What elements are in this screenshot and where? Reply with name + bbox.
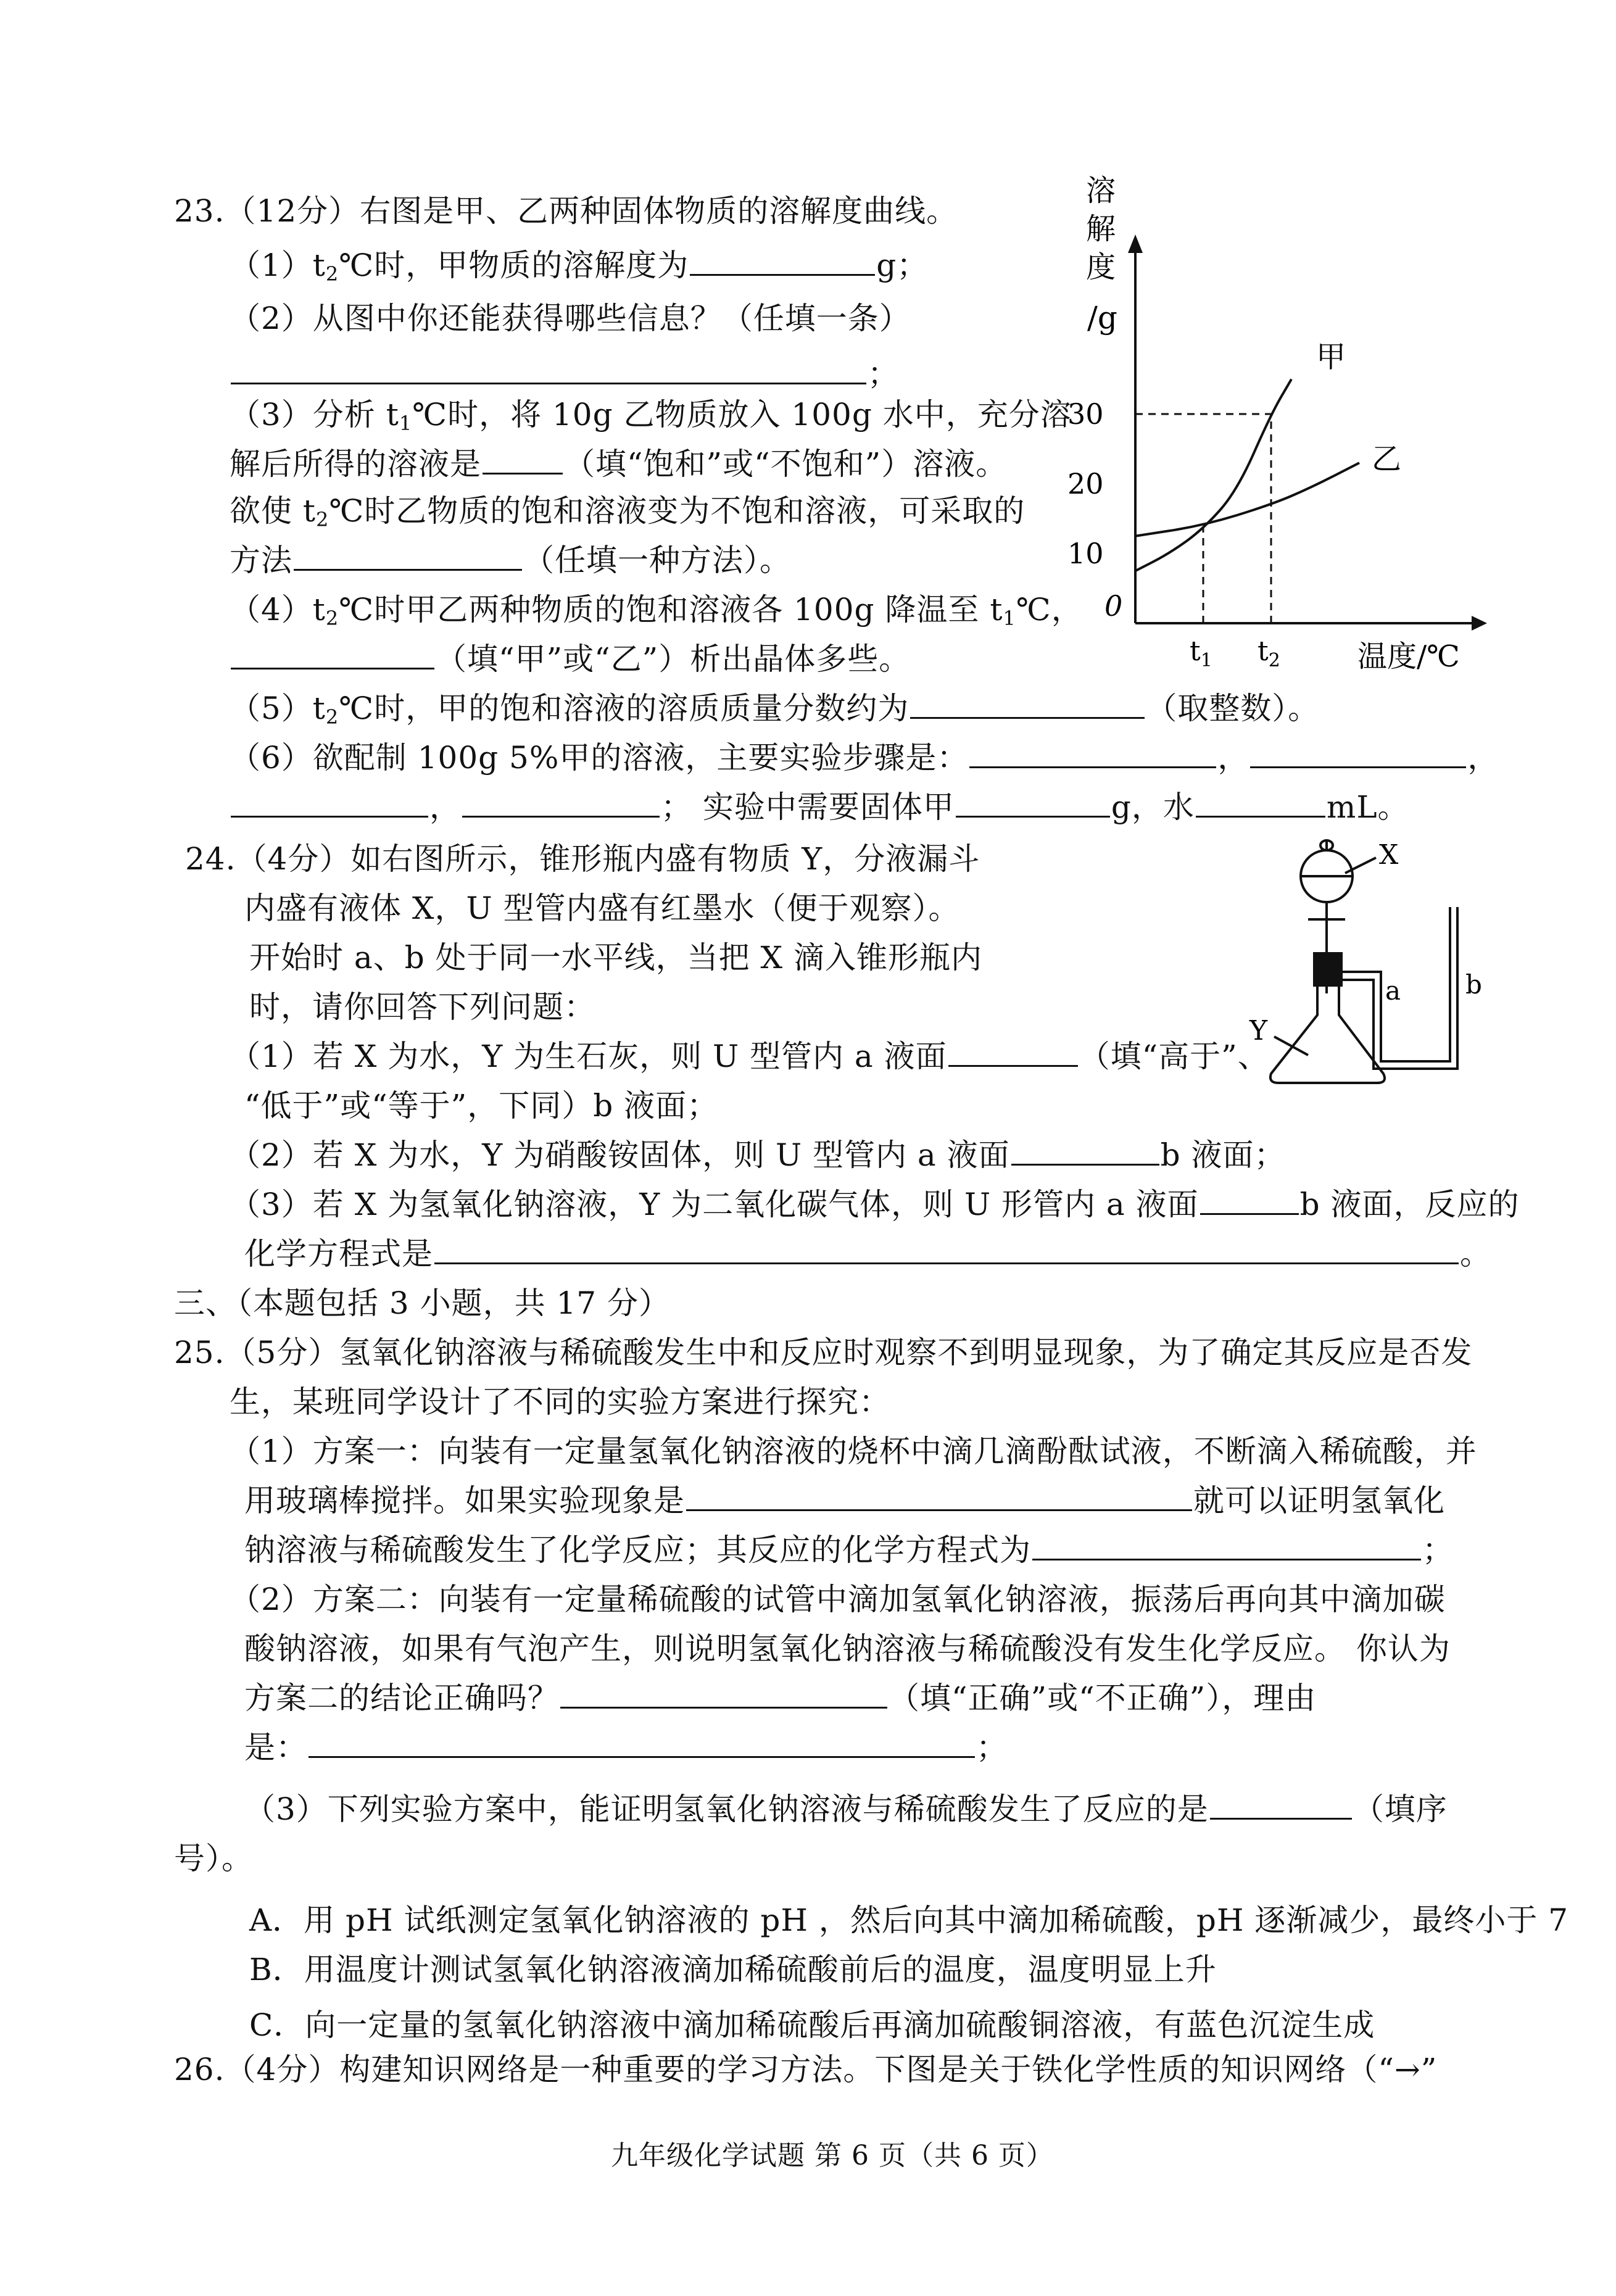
y-tick-label: 30 (1067, 397, 1104, 431)
answer-blank[interactable] (969, 739, 1216, 768)
q23-part2: （2）从图中你还能获得哪些信息？（任填一条） (230, 300, 911, 336)
q23-part6-line1: （6）欲配制 100g 5%甲的溶液，主要实验步骤是： ， ， (230, 740, 1499, 776)
y-axis-label: 度 (1086, 250, 1116, 284)
q25-part2-line4: 是： ； (244, 1730, 1008, 1765)
q25-part3-line2: 号）。 (174, 1841, 253, 1876)
q25-part2-line1: （2）方案二：向装有一定量稀硫酸的试管中滴加氢氧化钠溶液，振荡后再向其中滴加碳 (230, 1581, 1446, 1617)
q23-part4-line2: （填“甲”或“乙”）析出晶体多些。 (230, 639, 910, 679)
q25-part1-line3: 钠溶液与稀硫酸发生了化学反应；其反应的化学方程式为 ； (244, 1532, 1454, 1568)
answer-blank[interactable] (434, 1235, 1459, 1264)
solubility-chart (1061, 167, 1493, 673)
y-axis-label: 溶 (1086, 173, 1116, 208)
q25-part2-line3: 方案二的结论正确吗？ （填“正确”或“不正确”），理由 (244, 1680, 1317, 1716)
label-a: a (1385, 976, 1401, 1006)
q23-part3-line3: 欲使 $t_2℃$时乙物质的饱和溶液变为不饱和溶液，可采取的 (230, 493, 1026, 531)
x-tick-label: $t_1$ (1190, 636, 1212, 671)
answer-blank[interactable] (1032, 1531, 1421, 1560)
answer-blank[interactable] (560, 1680, 887, 1709)
q25-line2: 生，某班同学设计了不同的实验方案进行探究： (230, 1384, 890, 1420)
answer-blank[interactable] (309, 1729, 975, 1758)
apparatus-diagram (1234, 839, 1493, 1104)
answer-blank[interactable] (956, 789, 1110, 818)
label-y: Y (1249, 1015, 1268, 1046)
q25-part1-line2: 用玻璃棒搅拌。如果实验现象是 就可以证明氢氧化 (244, 1483, 1445, 1519)
q24-part3-line2: 化学方程式是 。 (244, 1236, 1491, 1272)
answer-blank[interactable] (231, 355, 866, 384)
curves (1135, 340, 1401, 571)
origin-label: 0 (1104, 589, 1123, 623)
answer-blank[interactable] (1011, 1137, 1159, 1166)
x-tick-label: $t_2$ (1258, 636, 1280, 671)
q23-part3-line2: 解后所得的溶液是 （填“饱和”或“不饱和”）溶液。 (230, 446, 1008, 482)
answer-blank[interactable] (948, 1038, 1078, 1067)
dashed-guides (1135, 414, 1271, 623)
q23-part6-line2: ， ； 实验中需要固体甲 g，水 mL。 (230, 787, 1409, 827)
q25-option-c: C．向一定量的氢氧化钠溶液中滴加稀硫酸后再滴加硫酸铜溶液，有蓝色沉淀生成 (249, 2007, 1375, 2043)
label-b: b (1465, 969, 1482, 1000)
label-x: X (1379, 839, 1399, 871)
x-axis-label: 温度/℃ (1357, 639, 1460, 673)
answer-blank[interactable] (690, 247, 875, 276)
y-tick-label: 20 (1067, 467, 1104, 500)
answer-blank[interactable] (483, 446, 563, 475)
conical-flask (1270, 985, 1385, 1083)
x-ticks (1190, 636, 1280, 671)
y-axis-label: 解 (1086, 212, 1116, 246)
answer-blank[interactable] (462, 789, 660, 818)
q25-line1: 25.（5分）氢氧化钠溶液与稀硫酸发生中和反应时观察不到明显现象，为了确定其反应是否发 (174, 1335, 1473, 1370)
curve-jia (1135, 379, 1291, 571)
section-three-heading: 三、（本题包括 3 小题，共 17 分） (174, 1285, 671, 1321)
q24-part1-line1: （1）若 X 为水，Y 为生石灰，则 U 型管内 a 液面 （填“高于”、 (230, 1038, 1269, 1074)
q25-part2-line2: 酸钠溶液，如果有气泡产生，则说明氢氧化钠溶液与稀硫酸没有发生化学反应。 你认为 (244, 1631, 1451, 1667)
q24-line2: 内盛有液体 X，U 型管内盛有红墨水（便于观察）。 (244, 890, 960, 926)
y-tick-label: 10 (1067, 537, 1104, 570)
answer-blank[interactable] (686, 1482, 1192, 1511)
series-label: 甲 (1316, 339, 1346, 375)
answer-blank[interactable] (1210, 1791, 1352, 1820)
answer-blank[interactable] (231, 640, 434, 669)
q23-part3-line4: 方法 （任填一种方法）。 (230, 542, 791, 578)
q25-option-b: B．用温度计测试氢氧化钠溶液滴加稀硫酸前后的温度，温度明显上升 (249, 1952, 1217, 1987)
q25-option-a: A．用 pH 试纸测定氢氧化钠溶液的 pH ，然后向其中滴加稀硫酸，pH 逐渐减少，最终小于 7 (249, 1902, 1569, 1938)
q23-part5: $(5)t_2℃$时，甲的饱和溶液的溶质质量分数约为 （取整数）。 (230, 690, 1320, 729)
q23-heading: 23.（12分）右图是甲、乙两种固体物质的溶解度曲线。 (174, 193, 958, 229)
q24-line3: 开始时 a、b 处于同一水平线，当把 X 滴入锥形瓶内 (249, 940, 982, 976)
q25-part1-line1: （1）方案一：向装有一定量氢氧化钠溶液的烧杯中滴几滴酚酞试液，不断滴入稀硫酸，并 (230, 1433, 1477, 1469)
answer-blank[interactable] (1250, 739, 1466, 768)
q24-part1-line2: “低于”或“等于”，下同）b 液面； (244, 1088, 719, 1124)
chart-axes (1128, 234, 1487, 631)
page-footer: 九年级化学试题 第 6 页（共 6 页） (611, 2140, 1054, 2171)
q23-part2-answer: ； (230, 354, 899, 394)
q26-line1: 26.（4分）构建知识网络是一种重要的学习方法。下图是关于铁化学性质的知识网络（“→” (174, 2052, 1438, 2087)
answer-blank[interactable] (231, 789, 428, 818)
q24-part2: （2）若 X 为水，Y 为硝酸铵固体，则 U 型管内 a 液面 b 液面； (230, 1137, 1286, 1173)
q25-part3-line1: （3）下列实验方案中，能证明氢氧化钠溶液与稀硫酸发生了反应的是 （填序 (244, 1791, 1448, 1827)
series-label: 乙 (1372, 442, 1402, 477)
y-ticks (1067, 397, 1104, 570)
q24-line4: 时，请你回答下列问题： (249, 989, 595, 1025)
q23-part3-line1: （3）分析 $t_1℃$时，将 10g 乙物质放入 100g 水中，充分溶 (230, 397, 1072, 435)
curve-yi (1135, 463, 1359, 536)
q23-part1: $(1)t_2℃$时，甲物质的溶解度为 g； (230, 247, 929, 286)
y-axis-unit: /g (1087, 300, 1117, 336)
answer-blank[interactable] (1196, 789, 1325, 818)
answer-blank[interactable] (1200, 1186, 1299, 1215)
q23-part4-line1: $(4)t_2℃$时甲乙两种物质的饱和溶液各 100g 降温至 $t_1℃$， (230, 592, 1083, 630)
q24-heading: 24.（4分）如右图所示，锥形瓶内盛有物质 Y，分液漏斗 (185, 841, 980, 877)
q24-part3-line1: （3）若 X 为氢氧化钠溶液，Y 为二氧化碳气体，则 U 形管内 a 液面 b 液面，反应的 (230, 1187, 1520, 1222)
answer-blank[interactable] (910, 690, 1145, 719)
answer-blank[interactable] (294, 542, 522, 571)
